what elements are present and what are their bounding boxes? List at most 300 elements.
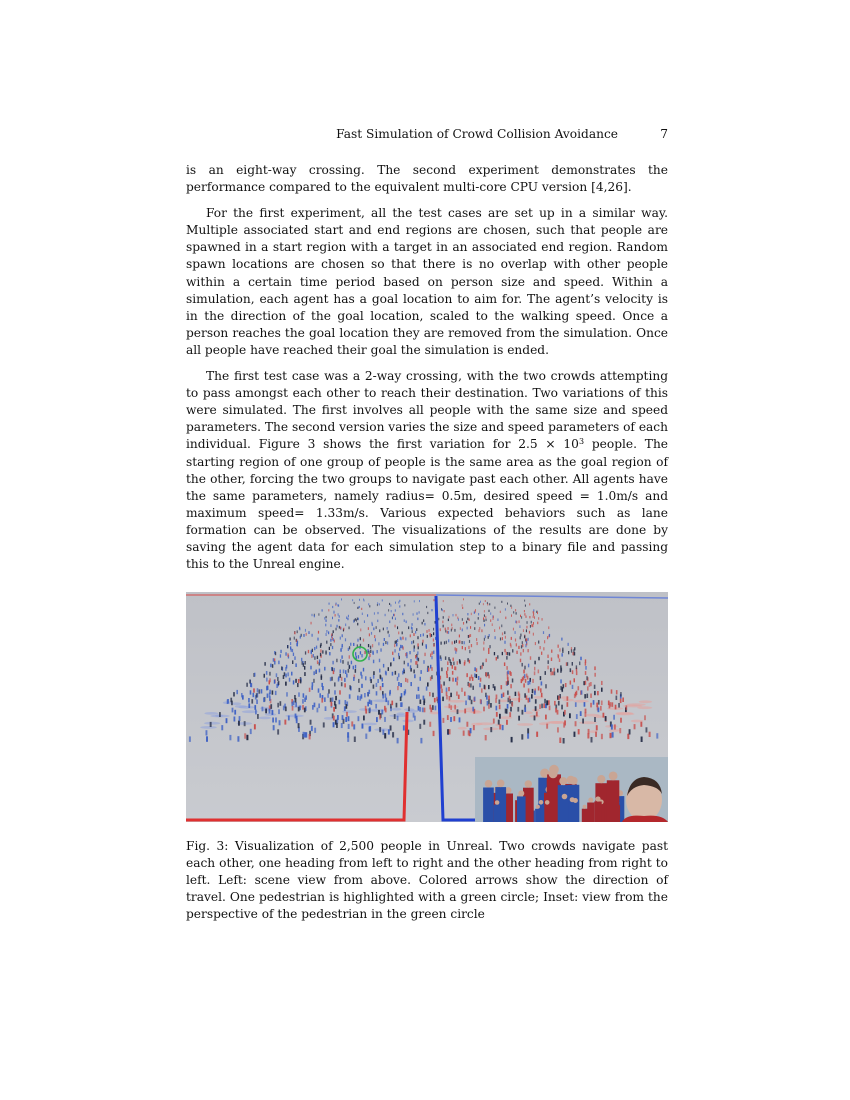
crowd-agent bbox=[210, 722, 212, 727]
crowd-agent bbox=[641, 737, 643, 743]
crowd-agent bbox=[321, 676, 323, 680]
crowd-agent bbox=[381, 710, 383, 715]
crowd-agent bbox=[420, 670, 422, 674]
crowd-agent bbox=[400, 683, 402, 687]
crowd-agent bbox=[582, 719, 584, 724]
crowd-agent bbox=[417, 636, 418, 639]
crowd-agent bbox=[501, 625, 502, 628]
crowd-agent bbox=[417, 651, 418, 654]
crowd-agent bbox=[351, 661, 352, 665]
crowd-agent bbox=[333, 722, 335, 727]
crowd-agent bbox=[499, 700, 501, 705]
agent-shadow bbox=[231, 702, 241, 705]
crowd-agent bbox=[374, 612, 375, 614]
crowd-agent bbox=[352, 599, 353, 601]
crowd-agent bbox=[345, 717, 347, 722]
crowd-agent bbox=[558, 701, 560, 706]
crowd-agent bbox=[590, 694, 592, 698]
crowd-agent bbox=[456, 692, 458, 696]
inset-pedestrian-head bbox=[539, 800, 544, 805]
crowd-agent bbox=[427, 635, 428, 638]
crowd-agent bbox=[254, 673, 256, 677]
crowd-agent bbox=[333, 630, 334, 633]
crowd-agent bbox=[255, 710, 257, 715]
crowd-agent bbox=[507, 671, 509, 675]
crowd-agent bbox=[453, 662, 454, 666]
crowd-agent bbox=[471, 613, 472, 615]
crowd-agent bbox=[269, 678, 271, 682]
crowd-agent bbox=[545, 671, 547, 675]
crowd-agent bbox=[426, 644, 427, 647]
crowd-agent bbox=[373, 671, 375, 675]
crowd-agent bbox=[511, 637, 512, 640]
inset-pedestrian-body bbox=[572, 803, 579, 822]
crowd-agent bbox=[414, 716, 416, 721]
crowd-agent bbox=[269, 709, 271, 714]
crowd-agent bbox=[531, 694, 533, 698]
crowd-agent bbox=[499, 724, 501, 729]
crowd-agent bbox=[392, 672, 394, 676]
crowd-agent bbox=[468, 695, 470, 699]
crowd-agent bbox=[615, 705, 617, 710]
crowd-agent bbox=[620, 699, 622, 704]
crowd-agent bbox=[560, 669, 562, 673]
inset-pedestrian-body bbox=[544, 805, 551, 822]
crowd-agent bbox=[284, 672, 286, 676]
crowd-agent bbox=[489, 610, 490, 612]
crowd-agent bbox=[526, 629, 527, 632]
crowd-agent bbox=[327, 693, 329, 697]
crowd-agent bbox=[534, 716, 536, 721]
crowd-agent bbox=[449, 729, 451, 734]
crowd-agent bbox=[189, 736, 191, 742]
crowd-agent bbox=[510, 644, 511, 647]
crowd-agent bbox=[426, 630, 427, 633]
crowd-agent bbox=[304, 708, 306, 713]
crowd-agent bbox=[524, 613, 525, 615]
crowd-agent bbox=[358, 679, 360, 683]
crowd-agent bbox=[550, 668, 552, 672]
crowd-agent bbox=[362, 613, 363, 615]
crowd-agent bbox=[464, 692, 466, 696]
crowd-agent bbox=[385, 641, 386, 644]
crowd-agent bbox=[564, 710, 566, 715]
crowd-agent bbox=[513, 611, 514, 613]
crowd-agent bbox=[344, 683, 346, 687]
crowd-agent bbox=[534, 661, 535, 665]
crowd-agent bbox=[295, 679, 297, 683]
crowd-agent bbox=[368, 627, 369, 630]
crowd-agent bbox=[298, 679, 300, 683]
crowd-agent bbox=[480, 699, 482, 704]
crowd-agent bbox=[388, 631, 389, 634]
crowd-agent bbox=[417, 664, 418, 668]
crowd-agent bbox=[448, 631, 449, 634]
crowd-agent bbox=[496, 712, 498, 717]
crowd-agent bbox=[511, 614, 512, 616]
crowd-agent bbox=[526, 674, 528, 678]
crowd-agent bbox=[571, 649, 572, 652]
crowd-agent bbox=[408, 626, 409, 629]
crowd-agent bbox=[314, 728, 316, 733]
crowd-agent bbox=[308, 650, 309, 653]
crowd-agent bbox=[278, 661, 279, 665]
crowd-agent bbox=[280, 650, 281, 653]
crowd-agent bbox=[581, 690, 583, 694]
crowd-agent bbox=[442, 609, 443, 611]
crowd-agent bbox=[538, 617, 539, 620]
crowd-agent bbox=[369, 708, 371, 713]
crowd-agent bbox=[402, 632, 403, 635]
crowd-agent bbox=[285, 652, 286, 655]
crowd-agent bbox=[314, 656, 315, 660]
crowd-agent bbox=[545, 684, 547, 688]
crowd-agent bbox=[399, 600, 400, 602]
crowd-agent bbox=[407, 663, 408, 667]
crowd-agent bbox=[543, 703, 545, 708]
crowd-agent bbox=[509, 696, 511, 700]
crowd-agent bbox=[489, 634, 490, 637]
crowd-agent bbox=[484, 610, 485, 612]
crowd-agent bbox=[493, 719, 495, 724]
crowd-agent bbox=[389, 603, 390, 605]
crowd-agent bbox=[504, 649, 505, 652]
crowd-agent bbox=[557, 669, 559, 673]
crowd-agent bbox=[576, 714, 578, 719]
crowd-agent bbox=[244, 721, 246, 726]
crowd-agent bbox=[563, 738, 565, 744]
crowd-agent bbox=[523, 629, 524, 632]
crowd-agent bbox=[403, 668, 405, 672]
crowd-agent bbox=[206, 736, 208, 742]
crowd-agent bbox=[504, 641, 505, 644]
crowd-agent bbox=[330, 624, 331, 627]
crowd-agent bbox=[534, 671, 536, 675]
crowd-agent bbox=[549, 634, 550, 637]
agent-shadow bbox=[563, 699, 575, 702]
crowd-agent bbox=[557, 654, 558, 657]
crowd-agent bbox=[385, 693, 387, 697]
crowd-agent bbox=[430, 665, 431, 669]
crowd-agent bbox=[311, 726, 313, 731]
crowd-agent bbox=[388, 667, 389, 671]
agent-shadow bbox=[627, 703, 646, 706]
crowd-agent bbox=[451, 629, 452, 632]
crowd-agent bbox=[355, 669, 357, 673]
crowd-agent bbox=[382, 694, 384, 698]
crowd-agent bbox=[472, 686, 474, 690]
crowd-agent bbox=[390, 663, 391, 667]
crowd-agent bbox=[446, 695, 448, 699]
crowd-agent bbox=[427, 682, 429, 686]
crowd-agent bbox=[546, 724, 548, 729]
crowd-agent bbox=[568, 651, 569, 654]
crowd-agent bbox=[603, 713, 605, 718]
inset-pedestrian-body bbox=[587, 803, 594, 823]
crowd-agent bbox=[244, 733, 246, 738]
crowd-agent bbox=[270, 704, 272, 709]
crowd-agent bbox=[578, 686, 580, 690]
crowd-agent bbox=[488, 675, 490, 679]
crowd-agent bbox=[263, 698, 265, 703]
crowd-agent bbox=[479, 603, 480, 605]
crowd-agent bbox=[373, 628, 374, 631]
inset-pedestrian-head bbox=[495, 800, 500, 805]
crowd-agent bbox=[554, 672, 556, 676]
crowd-agent bbox=[253, 693, 255, 697]
crowd-agent bbox=[347, 662, 348, 666]
crowd-agent bbox=[529, 680, 531, 684]
crowd-agent bbox=[415, 631, 416, 634]
crowd-agent bbox=[487, 602, 488, 604]
crowd-agent bbox=[546, 701, 548, 706]
inset-pedestrian-head bbox=[545, 800, 550, 805]
crowd-agent bbox=[384, 638, 385, 641]
crowd-agent bbox=[591, 737, 593, 743]
crowd-agent bbox=[385, 614, 386, 616]
crowd-agent bbox=[609, 704, 611, 709]
crowd-agent bbox=[465, 647, 466, 650]
crowd-agent bbox=[448, 639, 449, 642]
crowd-agent bbox=[528, 649, 529, 652]
crowd-agent bbox=[470, 728, 472, 733]
crowd-agent bbox=[447, 631, 448, 634]
crowd-agent bbox=[275, 691, 277, 695]
crowd-agent bbox=[593, 700, 595, 705]
crowd-agent bbox=[612, 702, 614, 707]
inset-pedestrian-body bbox=[607, 780, 620, 822]
crowd-agent bbox=[490, 619, 491, 622]
crowd-agent bbox=[488, 704, 490, 709]
crowd-agent bbox=[393, 658, 394, 662]
crowd-agent bbox=[394, 714, 396, 719]
crowd-agent bbox=[557, 710, 559, 715]
crowd-agent bbox=[395, 602, 396, 604]
crowd-agent bbox=[541, 681, 543, 685]
crowd-agent bbox=[292, 649, 293, 652]
crowd-agent bbox=[469, 619, 470, 622]
crowd-agent bbox=[533, 622, 534, 625]
crowd-agent bbox=[567, 702, 569, 707]
crowd-agent bbox=[438, 618, 439, 621]
crowd-agent bbox=[616, 690, 618, 694]
crowd-agent bbox=[329, 652, 330, 655]
crowd-agent bbox=[318, 704, 320, 709]
crowd-agent bbox=[303, 634, 304, 637]
crowd-agent bbox=[301, 658, 302, 662]
crowd-agent bbox=[433, 628, 434, 631]
crowd-agent bbox=[528, 664, 529, 668]
crowd-agent bbox=[515, 692, 517, 696]
crowd-agent bbox=[460, 627, 461, 630]
crowd-agent bbox=[433, 731, 435, 736]
crowd-agent bbox=[319, 669, 321, 673]
crowd-agent bbox=[278, 681, 280, 685]
crowd-agent bbox=[257, 688, 259, 692]
agent-shadow bbox=[260, 707, 269, 710]
crowd-agent bbox=[560, 686, 562, 690]
crowd-agent bbox=[298, 707, 300, 712]
crowd-agent bbox=[254, 724, 256, 729]
crowd-agent bbox=[510, 684, 512, 688]
crowd-agent bbox=[515, 609, 516, 611]
crowd-agent bbox=[449, 616, 450, 618]
crowd-agent bbox=[523, 683, 525, 687]
crowd-agent bbox=[364, 620, 365, 623]
crowd-agent bbox=[497, 655, 498, 658]
crowd-agent bbox=[594, 691, 596, 695]
page-number: 7 bbox=[660, 127, 668, 141]
crowd-agent bbox=[330, 643, 331, 646]
crowd-agent bbox=[429, 629, 430, 632]
agent-shadow bbox=[639, 700, 652, 703]
crowd-agent bbox=[379, 659, 380, 663]
crowd-agent bbox=[231, 701, 233, 706]
crowd-agent bbox=[517, 707, 519, 712]
crowd-agent bbox=[250, 690, 252, 694]
crowd-agent bbox=[304, 666, 305, 670]
crowd-agent bbox=[443, 600, 444, 602]
inset-pedestrian-head bbox=[595, 796, 600, 801]
crowd-agent bbox=[365, 676, 367, 680]
crowd-agent bbox=[485, 635, 486, 638]
crowd-agent bbox=[548, 626, 549, 629]
crowd-agent bbox=[326, 641, 327, 644]
crowd-agent bbox=[346, 712, 348, 717]
crowd-agent bbox=[342, 715, 344, 720]
crowd-agent bbox=[469, 650, 470, 653]
crowd-agent bbox=[338, 619, 339, 622]
crowd-agent bbox=[355, 618, 356, 621]
crowd-agent bbox=[545, 715, 547, 720]
crowd-agent bbox=[385, 698, 387, 703]
crowd-agent bbox=[409, 651, 410, 654]
crowd-agent bbox=[351, 721, 353, 726]
crowd-agent bbox=[405, 637, 406, 640]
crowd-agent bbox=[424, 623, 425, 626]
crowd-agent bbox=[469, 635, 470, 638]
crowd-agent bbox=[505, 608, 506, 610]
crowd-agent bbox=[314, 647, 315, 650]
crowd-agent bbox=[309, 688, 311, 692]
crowd-agent bbox=[341, 649, 342, 652]
crowd-agent bbox=[310, 720, 312, 725]
crowd-agent bbox=[488, 696, 490, 700]
crowd-agent bbox=[399, 605, 400, 607]
crowd-agent bbox=[423, 696, 425, 700]
crowd-agent bbox=[332, 667, 333, 671]
crowd-agent bbox=[610, 733, 612, 738]
crowd-agent bbox=[656, 733, 658, 738]
crowd-agent bbox=[611, 689, 613, 693]
crowd-agent bbox=[516, 621, 517, 624]
crowd-agent bbox=[321, 698, 323, 703]
crowd-agent bbox=[488, 700, 490, 705]
crowd-agent bbox=[499, 627, 500, 630]
crowd-agent bbox=[332, 606, 333, 608]
crowd-agent bbox=[506, 720, 508, 725]
crowd-agent bbox=[375, 704, 377, 709]
crowd-agent bbox=[364, 651, 365, 654]
crowd-agent bbox=[620, 692, 622, 696]
crowd-agent bbox=[483, 641, 484, 644]
crowd-agent bbox=[273, 658, 274, 662]
crowd-agent bbox=[322, 686, 324, 690]
crowd-agent bbox=[379, 715, 381, 720]
crowd-agent bbox=[489, 603, 490, 605]
crowd-agent bbox=[413, 613, 414, 615]
crowd-agent bbox=[429, 705, 431, 710]
crowd-agent bbox=[457, 677, 459, 681]
crowd-agent bbox=[246, 735, 248, 740]
agent-shadow bbox=[517, 723, 533, 726]
crowd-agent bbox=[388, 609, 389, 611]
crowd-agent bbox=[461, 688, 463, 692]
crowd-agent bbox=[412, 630, 413, 633]
crowd-agent bbox=[383, 664, 384, 668]
crowd-agent bbox=[365, 709, 367, 714]
crowd-agent bbox=[471, 675, 473, 679]
agent-shadow bbox=[539, 722, 550, 725]
crowd-agent bbox=[359, 599, 360, 601]
crowd-agent bbox=[379, 727, 381, 732]
crowd-agent bbox=[354, 737, 356, 743]
crowd-agent bbox=[266, 686, 268, 690]
crowd-agent bbox=[598, 708, 600, 713]
crowd-agent bbox=[504, 631, 505, 634]
crowd-agent bbox=[499, 705, 501, 710]
inset-pedestrian-head bbox=[570, 777, 578, 785]
crowd-agent bbox=[264, 674, 266, 678]
crowd-agent bbox=[588, 729, 590, 734]
crowd-agent bbox=[452, 665, 453, 669]
crowd-agent bbox=[379, 629, 380, 632]
crowd-agent bbox=[280, 701, 282, 706]
crowd-agent bbox=[383, 628, 384, 631]
crowd-agent bbox=[269, 672, 271, 676]
crowd-agent bbox=[319, 693, 321, 697]
crowd-agent bbox=[291, 702, 293, 707]
crowd-agent bbox=[369, 727, 371, 732]
crowd-agent bbox=[429, 692, 431, 696]
crowd-agent bbox=[348, 669, 350, 673]
crowd-agent bbox=[458, 695, 460, 699]
crowd-agent bbox=[413, 649, 414, 652]
crowd-agent bbox=[304, 732, 306, 737]
crowd-agent bbox=[523, 676, 525, 680]
crowd-agent bbox=[465, 701, 467, 706]
crowd-agent bbox=[551, 658, 552, 662]
crowd-agent bbox=[557, 727, 559, 732]
crowd-agent bbox=[590, 703, 592, 708]
crowd-agent bbox=[627, 734, 629, 739]
crowd-agent bbox=[357, 618, 358, 621]
crowd-agent bbox=[363, 639, 364, 642]
crowd-agent bbox=[272, 718, 274, 723]
crowd-agent bbox=[396, 703, 398, 708]
crowd-agent bbox=[290, 638, 291, 641]
crowd-agent bbox=[524, 600, 525, 602]
crowd-agent bbox=[509, 652, 510, 655]
crowd-agent bbox=[446, 671, 448, 675]
crowd-agent bbox=[541, 704, 543, 709]
crowd-agent bbox=[605, 716, 607, 721]
crowd-agent bbox=[426, 606, 427, 608]
crowd-agent bbox=[420, 738, 422, 744]
crowd-agent bbox=[340, 659, 341, 663]
crowd-agent bbox=[349, 694, 351, 698]
crowd-agent bbox=[407, 679, 409, 683]
